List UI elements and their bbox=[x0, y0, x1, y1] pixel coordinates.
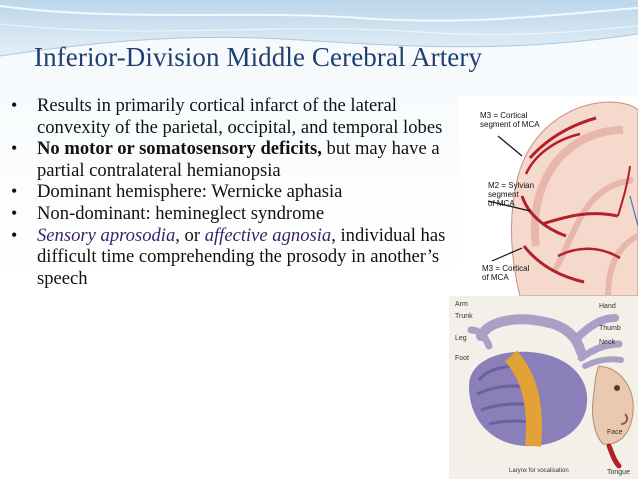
bullet-text: Non-dominant: hemineglect syndrome bbox=[37, 202, 325, 224]
bullet-marker: • bbox=[11, 224, 18, 245]
bullet-text: Results in primarily cortical infarct of the lateral convexity of the parietal, occipital, and temporal lobes bbox=[37, 95, 443, 138]
bullet-item bbox=[10, 138, 460, 181]
bullet-item bbox=[10, 95, 460, 138]
label-m3-upper-line1: M3 = Cortical bbox=[480, 111, 528, 120]
label-thumb: Thumb bbox=[599, 325, 621, 332]
bullet-item bbox=[10, 181, 460, 203]
bullet-marker: • bbox=[11, 138, 18, 159]
label-larynx: Larynx for vocalisation bbox=[509, 468, 569, 474]
bullet-list bbox=[10, 95, 460, 289]
label-neck: Neck bbox=[599, 339, 615, 346]
bullet-marker: • bbox=[11, 202, 18, 223]
homunculus-figure bbox=[449, 296, 638, 479]
label-arm: Arm bbox=[455, 301, 468, 308]
bullet-marker: • bbox=[11, 181, 18, 202]
bullet-item bbox=[10, 203, 460, 225]
label-foot: Foot bbox=[455, 355, 470, 362]
bullet-text: affective agnosia bbox=[204, 224, 332, 246]
label-m2-line1: M2 = Sylvian bbox=[488, 181, 535, 190]
label-hand: Hand bbox=[599, 303, 616, 310]
mca-brain-figure bbox=[458, 96, 638, 296]
bullet-item bbox=[10, 225, 460, 290]
label-m2-line2: segment bbox=[488, 190, 519, 199]
bullet-text: No motor or somatosensory deficits, bbox=[37, 138, 322, 160]
label-m3-lower-line1: M3 = Cortical bbox=[482, 264, 530, 273]
label-leg: Leg bbox=[455, 335, 467, 342]
label-m3-lower-line2: of MCA bbox=[482, 273, 509, 282]
bullet-text: Sensory aprosodia bbox=[37, 224, 176, 246]
label-tongue: Tongue bbox=[607, 469, 630, 476]
bullet-text: , or bbox=[175, 224, 205, 246]
label-face: Face bbox=[607, 429, 623, 436]
bullet-text: but may have a partial contralateral hemianopsia bbox=[37, 138, 440, 181]
label-m2-line3: of MCA bbox=[488, 199, 515, 208]
bullet-marker: • bbox=[11, 95, 18, 115]
label-m3-upper-line2: segment of MCA bbox=[480, 120, 540, 129]
bullet-text: , individual has difficult time comprehending the prosody in another’s speech bbox=[37, 224, 446, 289]
label-trunk: Trunk bbox=[455, 313, 473, 320]
bullet-text: Dominant hemisphere: Wernicke aphasia bbox=[37, 181, 343, 203]
slide-title: Inferior-Division Middle Cerebral Artery bbox=[34, 42, 483, 72]
